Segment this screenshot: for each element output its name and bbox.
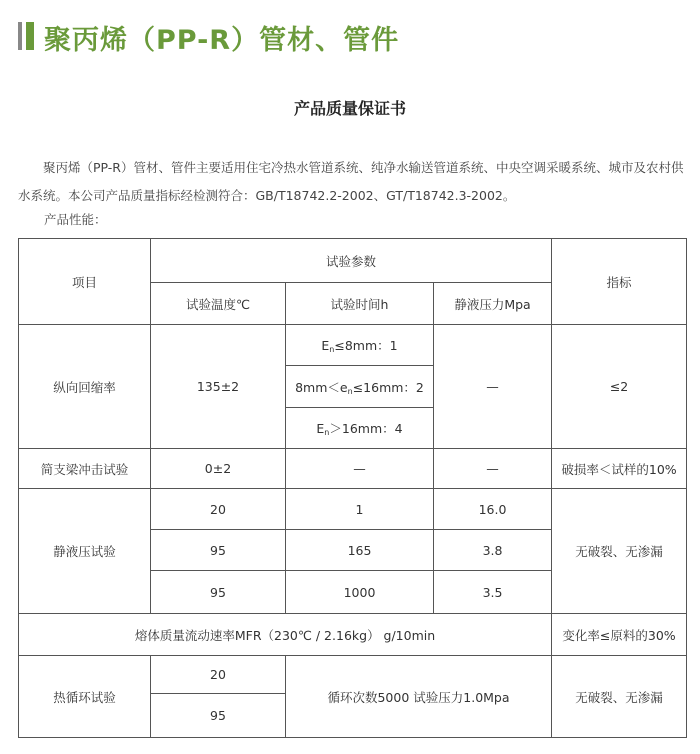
shrink-indicator: ≤2 (552, 325, 687, 449)
page-title: 聚丙烯（PP-R）管材、管件 (44, 25, 400, 56)
table-row (19, 325, 687, 366)
hydro-time-2: 165 (286, 530, 434, 571)
header-time: 试验时间h (286, 283, 434, 325)
shrink-time-1: $E_n\le 8mm$：1 (286, 325, 434, 366)
hydro-temp-3: 95 (151, 571, 286, 614)
header-indicator: 指标 (552, 239, 687, 325)
header-pressure: 静液压力Mpa (434, 283, 552, 325)
table-row (19, 614, 687, 656)
hydro-temp-1: 20 (151, 489, 286, 530)
shrink-time-2: $8mm<e_n\le 16mm$：2 (286, 366, 434, 408)
shrink-name: 纵向回缩率 (19, 325, 151, 449)
thermal-name: 热循环试验 (19, 656, 151, 738)
header-temp: 试验温度℃ (151, 283, 286, 325)
hydro-name: 静液压试验 (19, 489, 151, 614)
thermal-params: 循环次数5000 试验压力1.0Mpa (286, 656, 552, 738)
hydro-time-3: 1000 (286, 571, 434, 614)
shrink-time-3: $E_n>16mm$：4 (286, 408, 434, 449)
thermal-temp-2: 95 (151, 694, 286, 738)
header-params: 试验参数 (151, 239, 552, 283)
impact-temp: 0±2 (151, 449, 286, 489)
performance-table (18, 238, 687, 738)
impact-time: — (286, 449, 434, 489)
performance-label: 产品性能： (44, 212, 107, 227)
hydro-time-1: 1 (286, 489, 434, 530)
shrink-temp: 135±2 (151, 325, 286, 449)
impact-indicator: 破损率＜试样的10% (552, 449, 687, 489)
table-row (19, 656, 687, 694)
title-accent-bar-gray (18, 22, 22, 50)
table-row (19, 449, 687, 489)
hydro-pressure-2: 3.8 (434, 530, 552, 571)
title-accent-bar-green (26, 22, 34, 50)
impact-pressure: — (434, 449, 552, 489)
table-row (19, 489, 687, 530)
intro-paragraph: 聚丙烯（PP-R）管材、管件主要适用住宅冷热水管道系统、纯净水输送管道系统、中央空调采暖系统、城市及农村供水系统。本公司产品质量指标经检测符合：GB/T18742.2-2002、GT/T18742.3-2002。 (18, 160, 684, 203)
hydro-pressure-1: 16.0 (434, 489, 552, 530)
hydro-pressure-3: 3.5 (434, 571, 552, 614)
mfr-name: 熔体质量流动速率MFR（230℃ / 2.16kg） g/10min (19, 614, 552, 656)
header-item: 项目 (19, 239, 151, 325)
hydro-temp-2: 95 (151, 530, 286, 571)
shrink-pressure: — (434, 325, 552, 449)
document-subtitle: 产品质量保证书 (293, 99, 406, 118)
thermal-temp-1: 20 (151, 656, 286, 694)
impact-name: 简支梁冲击试验 (19, 449, 151, 489)
table-row (19, 239, 687, 283)
hydro-indicator: 无破裂、无渗漏 (552, 489, 687, 614)
thermal-indicator: 无破裂、无渗漏 (552, 656, 687, 738)
mfr-indicator: 变化率≤原料的30% (552, 614, 687, 656)
